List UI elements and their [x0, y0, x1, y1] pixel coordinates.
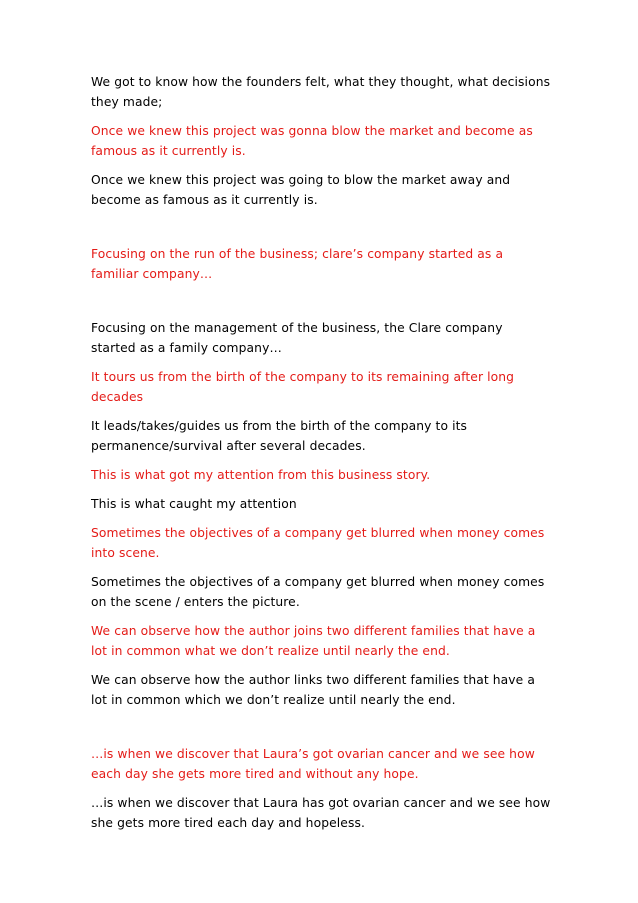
paragraph-correction-1: Once we knew this project was gonna blow the market and become as famous as it currently is.	[91, 124, 533, 158]
paragraph-original-6: Sometimes the objectives of a company get blurred when money comes on the scene / enters the picture.	[91, 575, 545, 609]
paragraph-original-3: Focusing on the management of the business, the Clare company started as a family company…	[91, 321, 503, 355]
paragraph-original-2: Once we knew this project was going to blow the market away and become as famous as it currently is.	[91, 173, 511, 207]
document-body	[91, 72, 551, 842]
paragraph-original-7: We can observe how the author links two different families that have a lot in common which we don’t realize until nearly the end.	[91, 673, 535, 707]
paragraph-correction-7: …is when we discover that Laura’s got ovarian cancer and we see how each day she gets more tired and without any hope.	[91, 747, 535, 781]
paragraph-original-1: We got to know how the founders felt, what they thought, what decisions they made;	[91, 75, 551, 109]
paragraph-correction-5: Sometimes the objectives of a company get blurred when money comes into scene.	[91, 526, 545, 560]
paragraph-correction-4: This is what got my attention from this business story.	[91, 468, 431, 482]
paragraph-original-8: …is when we discover that Laura has got ovarian cancer and we see how she gets more tired each day and hopeless.	[91, 796, 551, 830]
paragraph-original-4: It leads/takes/guides us from the birth of the company to its permanence/survival after several decades.	[91, 419, 468, 453]
paragraph-correction-2: Focusing on the run of the business; clare’s company started as a familiar company…	[91, 247, 504, 281]
paragraph-correction-3: It tours us from the birth of the company to its remaining after long decades	[91, 370, 515, 404]
paragraph-correction-6: We can observe how the author joins two different families that have a lot in common what we don’t realize until nearly the end.	[91, 624, 536, 658]
paragraph-original-5: This is what caught my attention	[91, 497, 297, 511]
